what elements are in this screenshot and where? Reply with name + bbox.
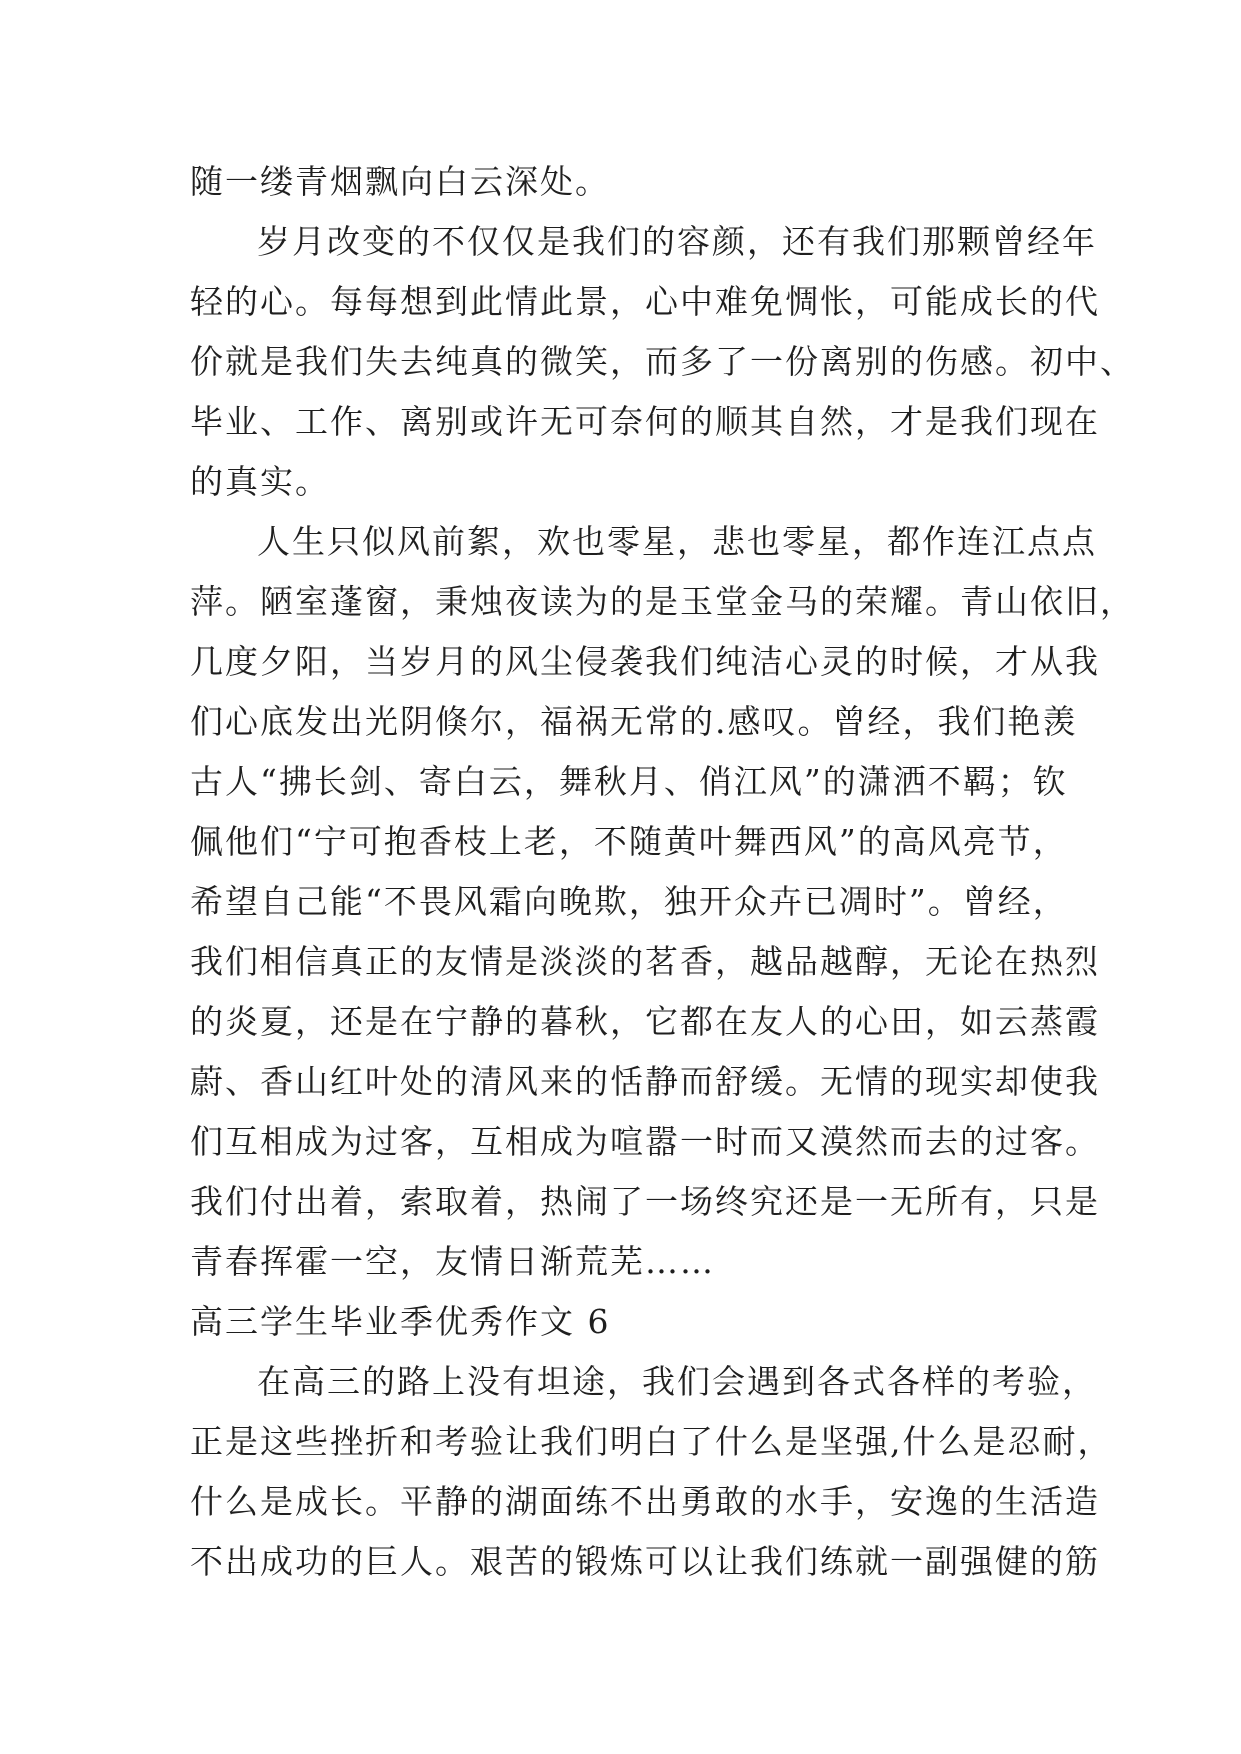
text-line: 几度夕阳，当岁月的风尘侵袭我们纯洁心灵的时候，才从我	[190, 642, 1100, 681]
text-line: 我们付出着，索取着，热闹了一场终究还是一无所有，只是	[190, 1182, 1100, 1221]
text-line: 随一缕青烟飘向白云深处。	[190, 162, 610, 201]
text-line: 轻的心。每每想到此情此景，心中难免惆怅，可能成长的代	[190, 282, 1100, 321]
paragraph-start-line: 人生只似风前絮，欢也零星，悲也零星，都作连江点点	[257, 522, 1097, 561]
text-line: 的炎夏，还是在宁静的暮秋，它都在友人的心田，如云蒸霞	[190, 1002, 1100, 1041]
text-line: 青春挥霍一空，友情日渐荒芜……	[190, 1242, 715, 1281]
text-line: 价就是我们失去纯真的微笑，而多了一份离别的伤感。初中、	[190, 342, 1135, 381]
paragraph-start-line: 在高三的路上没有坦途，我们会遇到各式各样的考验，	[257, 1362, 1097, 1401]
text-line: 希望自己能“不畏风霜向晚欺，独开众卉已凋时”。曾经，	[190, 882, 1068, 921]
paragraph-start-line: 岁月改变的不仅仅是我们的容颜，还有我们那颗曾经年	[257, 222, 1097, 261]
text-line: 我们相信真正的友情是淡淡的茗香，越品越醇，无论在热烈	[190, 942, 1100, 981]
text-line: 佩他们“宁可抱香枝上老，不随黄叶舞西风”的高风亮节，	[190, 822, 1068, 861]
text-line: 萍。陋室蓬窗，秉烛夜读为的是玉堂金马的荣耀。青山依旧，	[190, 582, 1135, 621]
text-line: 正是这些挫折和考验让我们明白了什么是坚强,什么是忍耐，	[190, 1422, 1113, 1461]
text-line: 古人“拂长剑、寄白云，舞秋月、俏江风”的潇洒不羁；钦	[190, 762, 1068, 801]
text-line: 们互相成为过客，互相成为喧嚣一时而又漠然而去的过客。	[190, 1122, 1100, 1161]
text-line: 毕业、工作、离别或许无可奈何的顺其自然，才是我们现在	[190, 402, 1100, 441]
document-body	[190, 152, 1135, 1592]
text-line: 蔚、香山红叶处的清风来的恬静而舒缓。无情的现实却使我	[190, 1062, 1100, 1101]
section-heading: 高三学生毕业季优秀作文 6	[190, 1302, 611, 1341]
text-line: 们心底发出光阴倏尔，福祸无常的.感叹。曾经，我们艳羡	[190, 702, 1078, 741]
text-line: 什么是成长。平静的湖面练不出勇敢的水手，安逸的生活造	[190, 1482, 1100, 1521]
text-line: 不出成功的巨人。艰苦的锻炼可以让我们练就一副强健的筋	[190, 1542, 1100, 1581]
text-line: 的真实。	[190, 462, 330, 501]
